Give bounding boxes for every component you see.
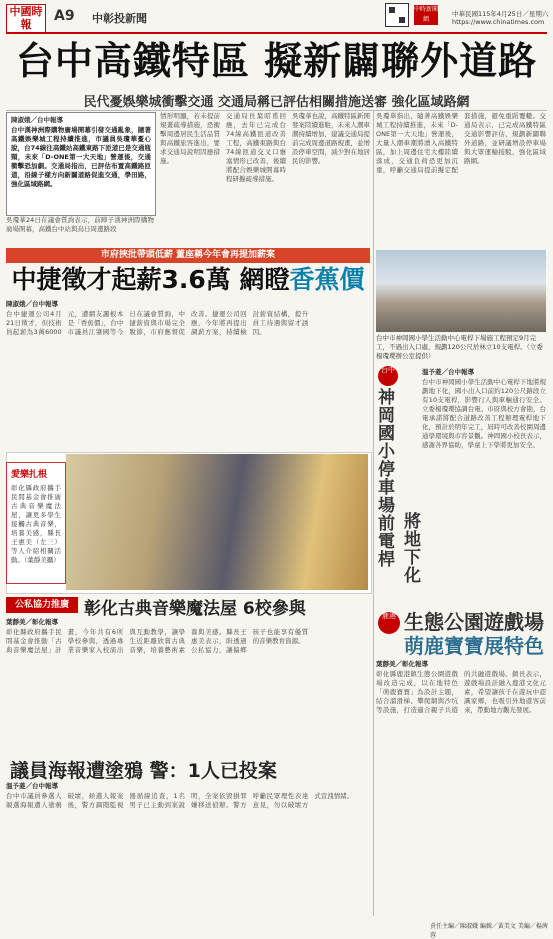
story5-vertical-title-b: 將地下化 (400, 512, 420, 584)
column-divider (373, 110, 374, 916)
story2-headline (6, 262, 370, 298)
newspaper-logo: 中國時報 (6, 4, 46, 34)
page-credits: 責任主編／陳淑娥 編輯／黃美文 美編／楊茜蓉 (430, 923, 548, 939)
story3-headline: 彰化古典音樂魔法屋 6校參與 (84, 599, 306, 619)
story5-vertical-title-a: 神岡國小停車場前電桿 (374, 388, 394, 568)
main-body-4: 吳瓊華也說，高鐵特區新開發案陸續進駐，未來人潮車潮持續增加，建議交通局提前完成周邊道路規畫，並增設停車空間，減少對在地居民的影響。 (292, 112, 370, 165)
section-name: 中彰投新聞 (92, 12, 147, 25)
story3-body: 彰化縣政府攜手民間基金會推動「古典音樂魔法屋」計畫，今年共有6所學校參與，透過專業音樂家入校演出與互動教學，讓學生近距離欣賞古典音樂，培養藝術素養與美感。縣長王惠美表示，盼透過公私協力，讓偏鄉孩子也能享有優質的音樂教育資源。 (6, 628, 309, 654)
page-number: A9 (54, 8, 75, 24)
story6-headline-a: 生態公園遊戲場 (404, 610, 544, 634)
photo-caption-title: 愛樂扎根 (11, 470, 48, 480)
main-body-2: 情形明顯，若未提前規畫疏導措施，恐衝擊周邊居民生活品質與高鐵旅客進出，要求交通局說明因應措施。 (160, 112, 220, 165)
lead-box (6, 112, 156, 216)
story2-body: 台中捷運公司4月21日徵才，但技術員起薪為3萬6000元，遭網友諷根本是「香蕉價」，台中市議員江肇國等今日在議會質詢，中捷薪資與市場完全脫節，市府應督促改善。捷運公司回應，今年將再提出調薪方案，持續檢討薪資結構，提升員工待遇與留才誘因。 (6, 310, 309, 336)
concert-photo (66, 454, 368, 590)
story2-banner: 市府挾批帶頭低薪 董座稱今年會再提加薪案 (6, 248, 370, 263)
story2-headline-accent: 香蕉價 (289, 265, 365, 294)
lead-text: 台中漢神洲際購物廣場開幕引發交通亂象，隨著高鐵娛樂城工程持續推進，市議員吳瓊華憂心說，台74線往高鐵站高鐵東路下匝道已是交通瓶頸，未來「D-ONE第一大天地」營運後，交通衝擊恐加劇。交通局指出，已評估布置高鐵路匝道，沿線子樣方向新闢道路促進交通，學田路，強化區域路網。 (11, 126, 151, 188)
story5-body: 台中市神岡國小學生活動中心電桿下地將規劃地下化，國小出入口前約120公尺路段立有10支電桿，影響行人與車輛通行安全。立委楊瓊瓔協調台電、市府與校方會勘，台電承諾將配合道路改善工程辦理電桿地下化，預計於明年完工，屆時可改善校園周邊通學環境與市容景觀。神岡國小校長表示，感謝各界協助，學童上下學將更加安全。 (422, 378, 546, 449)
story2-headline-main: 中捷徵才起薪3.6萬 網瞪 (11, 265, 290, 294)
brand-badge: 中時新聞網 (414, 6, 439, 23)
story6-byline: 葉靜美／彰化報導 (376, 660, 428, 668)
main-body-1: 吳瓊華24日在議會質詢表示，前陣子漢神洲際購物廣場開幕，高鐵台中站與烏日周邊路段 (6, 216, 154, 233)
site-url[interactable]: https://www.chinatimes.com (452, 18, 545, 26)
story6-location-tag: 鹿港 (378, 612, 400, 634)
story2-byline: 陳淑娥／台中報導 (6, 300, 58, 308)
story4-byline: 溫予菱／台中報導 (6, 782, 58, 790)
section-divider-top (6, 110, 547, 111)
story6-body: 彰化縣鹿港鎮生態公園遊戲場改造完成，以在地特色「萌鹿寶寶」為設計主題，結合溜滑梯、攀爬網與沙坑等設施，打造適合親子共遊的共融遊戲場。鎮長表示，遊戲場設計融入鹿港文化元素，希望讓孩子在遊玩中認識家鄉，也吸引外地遊客前來，帶動地方觀光發展。 (376, 670, 546, 714)
main-headline: 台中高鐵特區 擬新闢聯外道路 (15, 39, 538, 83)
story5-byline: 溫予菱／台中報導 (422, 368, 474, 376)
photo-caption-text: 彰化縣政府攜手民間基金會推廣古典音樂魔法屋，讓更多學生接觸古典音樂，培養美感，縣長王惠美（左三）等人介紹相關活動。（葉靜美攝） (11, 484, 61, 564)
photo-caption-box (6, 462, 66, 584)
story3-tag: 公私協力推廣 (6, 597, 78, 613)
story5-photo-caption: 台中市神岡國小學生活動中心電桿下場施工程預定9月完工，不過出入口處，規劃120公尺於林立10支電桿。（立委楊瓊瓔辦公室提供） (376, 334, 543, 360)
utility-pole-photo (376, 250, 546, 332)
story6-headline-b: 萌鹿寶寶展特色 (404, 634, 544, 658)
story5-location-tag: 台中 (378, 366, 398, 386)
issue-date: 中華民國115年4月25日／星期六 (452, 10, 549, 18)
story4-body: 台中市議員參選人競選海報遭人塗鴉破壞，候選人報案後，警方調閱監視器循線追查，1名男子已主動到案說明，全案依毀損罪嫌移送偵辦。警方呼籲民眾理性表達意見，勿以破壞方式宣洩情緒。 (6, 792, 354, 809)
story4-headline: 議員海報遭塗鴉 警：1人已投案 (10, 760, 277, 782)
story3-byline: 葉靜美／彰化報導 (6, 618, 58, 626)
main-subhead: 民代憂娛樂城衝擊交通 交通局稱已評估相關措施送審 強化區域路網 (83, 95, 470, 110)
qr-code-icon (385, 3, 409, 27)
main-body-3: 交通局長葉昭甫回應，去年已完成台74線高鐵匝道改善工程，高鐵東路與台74線匝道交叉口壅塞情形已改善，後續將配合娛樂城開幕時程研擬疏導措施。 (226, 112, 286, 183)
main-body-continued: 吳瓊華指出，隨著高鐵娛樂城工程持續推進，未來「D-ONE第一大天地」營運後，大量人潮車潮將湧入高鐵特區，加上周邊住宅大樓陸續落成，交通負荷恐更加沉重，呼籲交通局提前擬定配套措施，避免重蹈覆轍。交通局表示，已完成高鐵特區交通影響評估，規劃新闢聯外道路，並研議增設停車場與大眾運輸接駁，強化區域路網。 (376, 112, 546, 174)
masthead-rule (6, 32, 547, 34)
lead-byline: 陳淑娥／台中報導 (11, 116, 63, 124)
